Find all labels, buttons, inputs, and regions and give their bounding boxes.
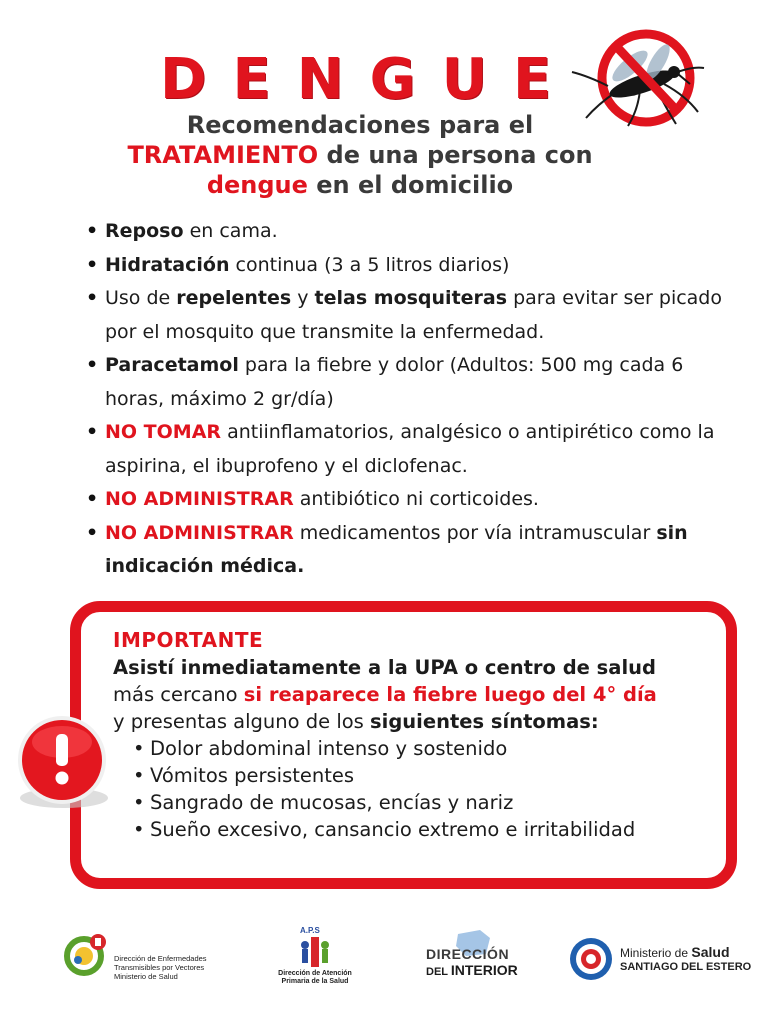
logo-text-line: Ministerio de Salud: [114, 972, 178, 981]
footer-logos: [0, 920, 768, 1000]
alert-icon: [12, 712, 112, 812]
interior-logo-line-1: DIRECCIÓN: [426, 946, 510, 962]
subtitle-line-1: Recomendaciones para el: [186, 111, 534, 139]
interior-logo-line-2: [426, 962, 518, 978]
important-line-3: [113, 708, 723, 735]
list-item: [84, 249, 724, 283]
important-line-1: Asistí inmediatamente a la UPA o centro de salud: [113, 656, 656, 679]
logo-direccion-interior: [420, 928, 530, 978]
interior-logo-interior: INTERIOR: [450, 962, 518, 978]
item-text: medicamentos por vía intramuscular: [293, 521, 657, 544]
item-warning: NO ADMINISTRAR: [105, 521, 294, 544]
item-text: en cama.: [183, 220, 278, 242]
symptom-item: • Dolor abdominal intenso y sostenido: [113, 735, 723, 762]
logo-aps: [270, 926, 360, 992]
subtitle-line-3: [90, 170, 630, 200]
subtitle-line-2-rest: de una persona con: [318, 141, 593, 169]
item-text: para la fiebre y dolor (Adultos: 500 mg cada 6 horas, máximo 2 gr/día): [105, 354, 684, 410]
ministerio-logo-pre: Ministerio de: [620, 946, 692, 960]
subtitle-line-3-rest: en el domicilio: [307, 171, 514, 199]
list-item: [84, 517, 724, 584]
ministerio-logo-line-1: [620, 944, 730, 960]
item-warning: NO TOMAR: [105, 421, 222, 443]
vectores-logo-text: [114, 954, 207, 981]
list-item: [84, 416, 724, 483]
item-text: para evitar ser picado por el mosquito que transmite la enfermedad.: [105, 287, 722, 343]
symptoms-list: [113, 735, 723, 843]
aps-figures-icon: [297, 935, 333, 969]
item-text: y: [291, 287, 315, 309]
list-item: [84, 483, 724, 517]
item-warning: NO ADMINISTRAR: [105, 488, 294, 510]
interior-logo-del: DEL: [426, 966, 451, 978]
symptom-item: • Vómitos persistentes: [113, 762, 723, 789]
item-keyword: Hidratación: [105, 253, 230, 276]
item-keyword: sin indicación médica.: [105, 521, 688, 577]
subtitle: [90, 110, 630, 200]
item-keyword: repelentes: [176, 287, 292, 309]
important-line-2: [113, 681, 723, 708]
page-title: DENGUE: [160, 47, 578, 112]
list-item: [84, 349, 724, 416]
ministerio-seal-icon: [568, 936, 614, 982]
item-text: antiinflamatorios, analgésico o antipirético como la aspirina, el ibuprofeno y el diclofenac.: [105, 421, 715, 477]
ministerio-logo-salud: Salud: [691, 944, 730, 960]
item-text: antibiótico ni corticoides.: [293, 488, 539, 510]
symptom-item: • Sangrado de mucosas, encías y nariz: [113, 789, 723, 816]
logo-text-line: Primaria de la Salud: [281, 978, 349, 985]
item-text: Uso de: [105, 287, 177, 309]
item-keyword: Reposo: [105, 220, 184, 242]
logo-text-line: Dirección de Atención: [278, 970, 352, 977]
logo-text-line: Dirección de Enfermedades: [114, 954, 207, 963]
item-keyword: telas mosquiteras: [314, 287, 508, 309]
logo-text-line: Transmisibles por Vectores: [114, 963, 205, 972]
list-item: [84, 282, 724, 349]
recommendations-list: [84, 215, 724, 584]
item-text: continua (3 a 5 litros diarios): [229, 253, 510, 276]
aps-logo-text: [270, 970, 360, 986]
item-keyword: Paracetamol: [105, 354, 239, 376]
important-content: [113, 627, 723, 843]
logo-enfermedades-vectores: [62, 928, 232, 981]
aps-logo-mark: A.P.S: [300, 926, 320, 935]
symptom-item: • Sueño excesivo, cansancio extremo e irritabilidad: [113, 816, 723, 843]
logo-ministerio-salud: [568, 936, 752, 982]
subtitle-highlight-tratamiento: TRATAMIENTO: [127, 141, 319, 169]
important-line-3-text: y presentas alguno de los: [113, 710, 371, 733]
vectores-logo-icon: [62, 930, 112, 980]
important-line-2-text: más cercano: [113, 683, 244, 706]
subtitle-highlight-dengue: dengue: [206, 171, 308, 199]
subtitle-line-2: [90, 140, 630, 170]
important-symptoms-label: siguientes síntomas:: [370, 710, 599, 733]
list-item: [84, 215, 724, 249]
important-title: IMPORTANTE: [113, 628, 264, 652]
ministerio-logo-line-2: SANTIAGO DEL ESTERO: [620, 961, 752, 973]
important-fever-warning: si reaparece la fiebre luego del 4° día: [243, 683, 657, 706]
